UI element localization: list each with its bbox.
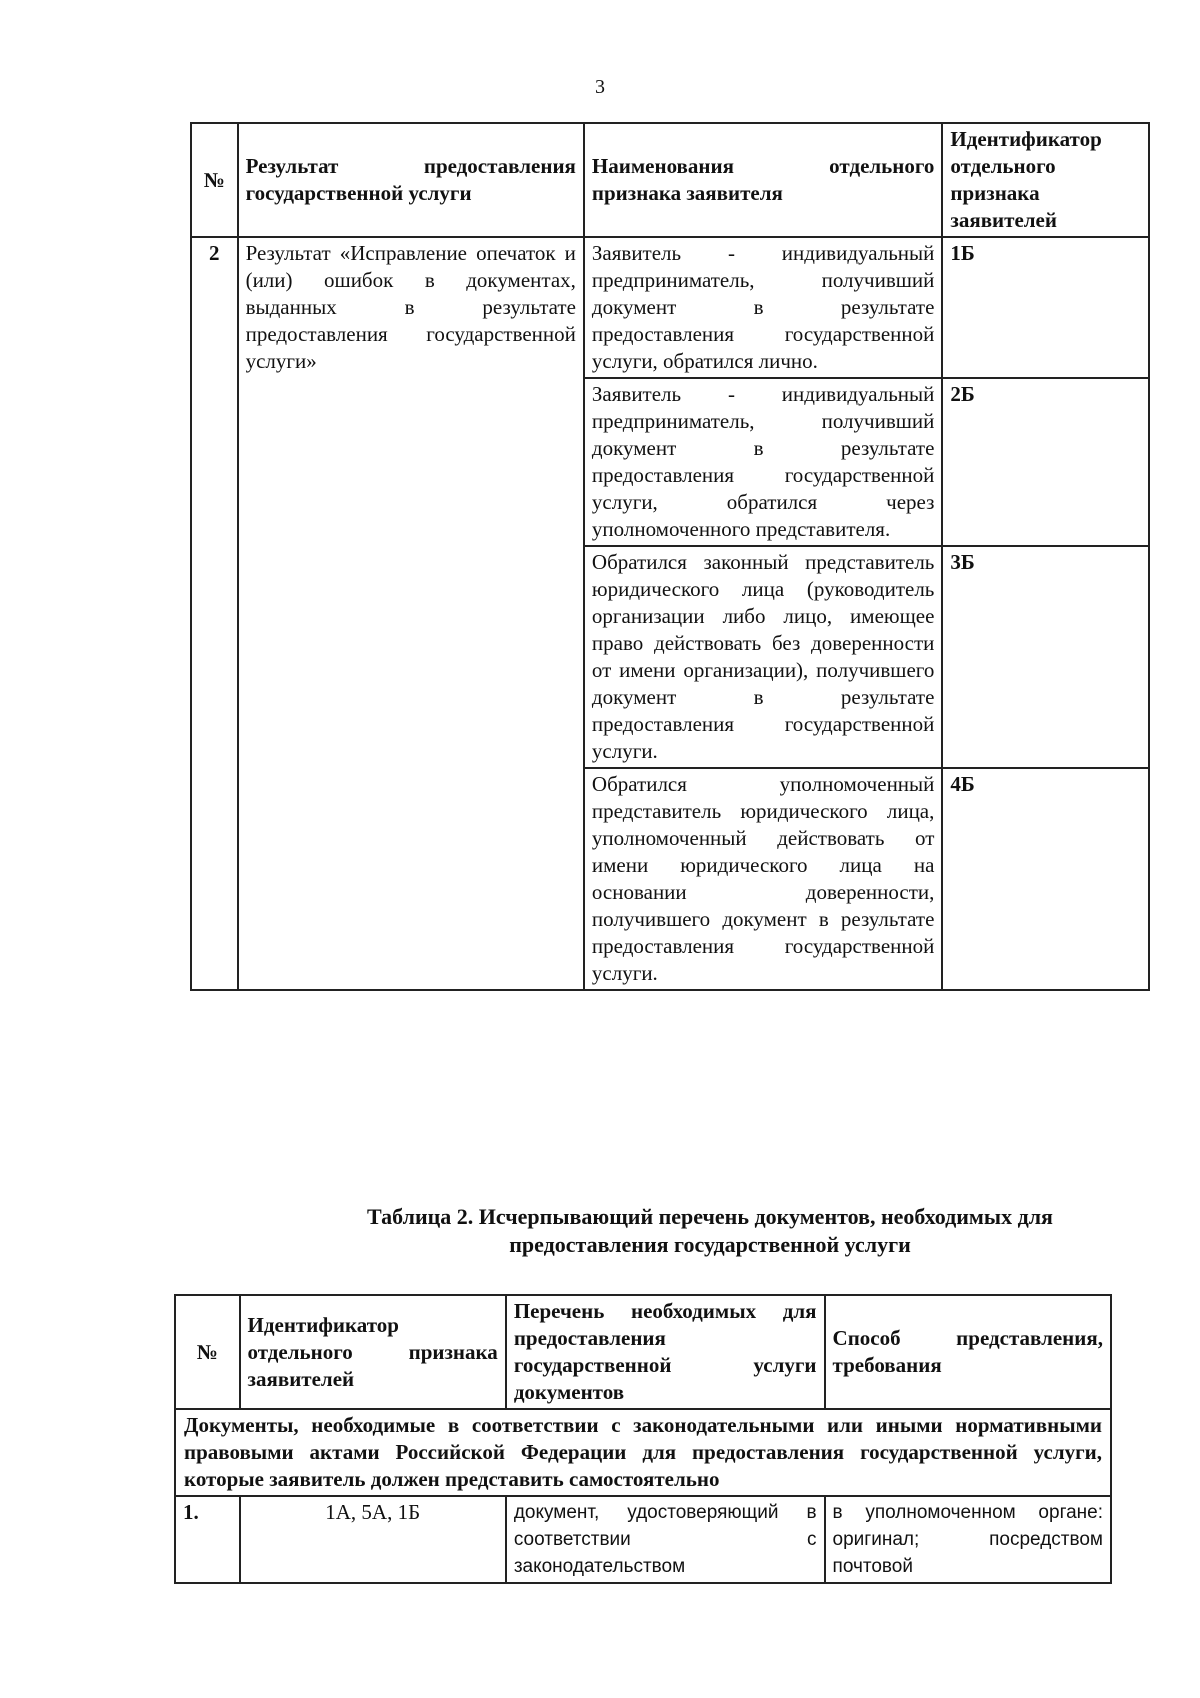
applicant-features-table bbox=[190, 122, 1150, 991]
result-cell: Результат «Исправление опечаток и (или) ошибок в документах, выданных в результате предоставления государственной услуги» bbox=[238, 237, 584, 990]
header-documents-list: Перечень необходимых для предоставления государственной услуги документов bbox=[506, 1295, 825, 1409]
section-row bbox=[175, 1409, 1111, 1496]
row-number: 2 bbox=[191, 237, 238, 990]
header-number: № bbox=[175, 1295, 240, 1409]
feature-id-cell: 4Б bbox=[942, 768, 1149, 990]
feature-id-cell: 1Б bbox=[942, 237, 1149, 378]
page-number: 3 bbox=[595, 76, 605, 98]
feature-id-cell: 3Б bbox=[942, 546, 1149, 768]
row-number: 1. bbox=[175, 1496, 240, 1583]
feature-id-cell: 2Б bbox=[942, 378, 1149, 546]
table-row bbox=[175, 1496, 1111, 1583]
header-result: Результат предоставления государственной услуги bbox=[238, 123, 584, 237]
document-cell: документ, удостоверяющий в соответствии с законодательством bbox=[506, 1496, 825, 1583]
feature-name-cell: Обратился законный представитель юридического лица (руководитель организации либо лицо, имеющее право действовать без доверенности от имени организации), получившего документ в результате предоставления государственной услуги. bbox=[584, 546, 942, 768]
submission-method-cell: в уполномоченном органе: оригинал; посредством почтовой bbox=[825, 1496, 1111, 1583]
table-header-row bbox=[175, 1295, 1111, 1409]
feature-ids-cell: 1А, 5А, 1Б bbox=[240, 1496, 506, 1583]
table-row bbox=[191, 237, 1149, 378]
header-feature-name: Наименования отдельного признака заявителя bbox=[584, 123, 942, 237]
header-identifier: Идентификатор отдельного признака заявителей bbox=[240, 1295, 506, 1409]
section-heading: Документы, необходимые в соответствии с законодательными или иными нормативными правовыми актами Российской Федерации для предоставления государственной услуги, которые заявитель должен представить самостоятельно bbox=[175, 1409, 1111, 1496]
feature-name-cell: Заявитель - индивидуальный предприниматель, получивший документ в результате предоставления государственной услуги, обратился лично. bbox=[584, 237, 942, 378]
table-header-row bbox=[191, 123, 1149, 237]
header-number: № bbox=[191, 123, 238, 237]
feature-name-cell: Заявитель - индивидуальный предприниматель, получивший документ в результате предоставления государственной услуги, обратился через уполномоченного представителя. bbox=[584, 378, 942, 546]
header-submission-method: Способ представления, требования bbox=[825, 1295, 1111, 1409]
documents-table bbox=[174, 1294, 1112, 1584]
header-identifier: Идентификатор отдельного признака заявителей bbox=[942, 123, 1149, 237]
table2-title: Таблица 2. Исчерпывающий перечень документов, необходимых для предоставления государственной услуги bbox=[367, 1204, 1053, 1257]
feature-name-cell: Обратился уполномоченный представитель юридического лица, уполномоченный действовать от имени юридического лица на основании доверенности, получившего документ в результате предоставления государственной услуги. bbox=[584, 768, 942, 990]
